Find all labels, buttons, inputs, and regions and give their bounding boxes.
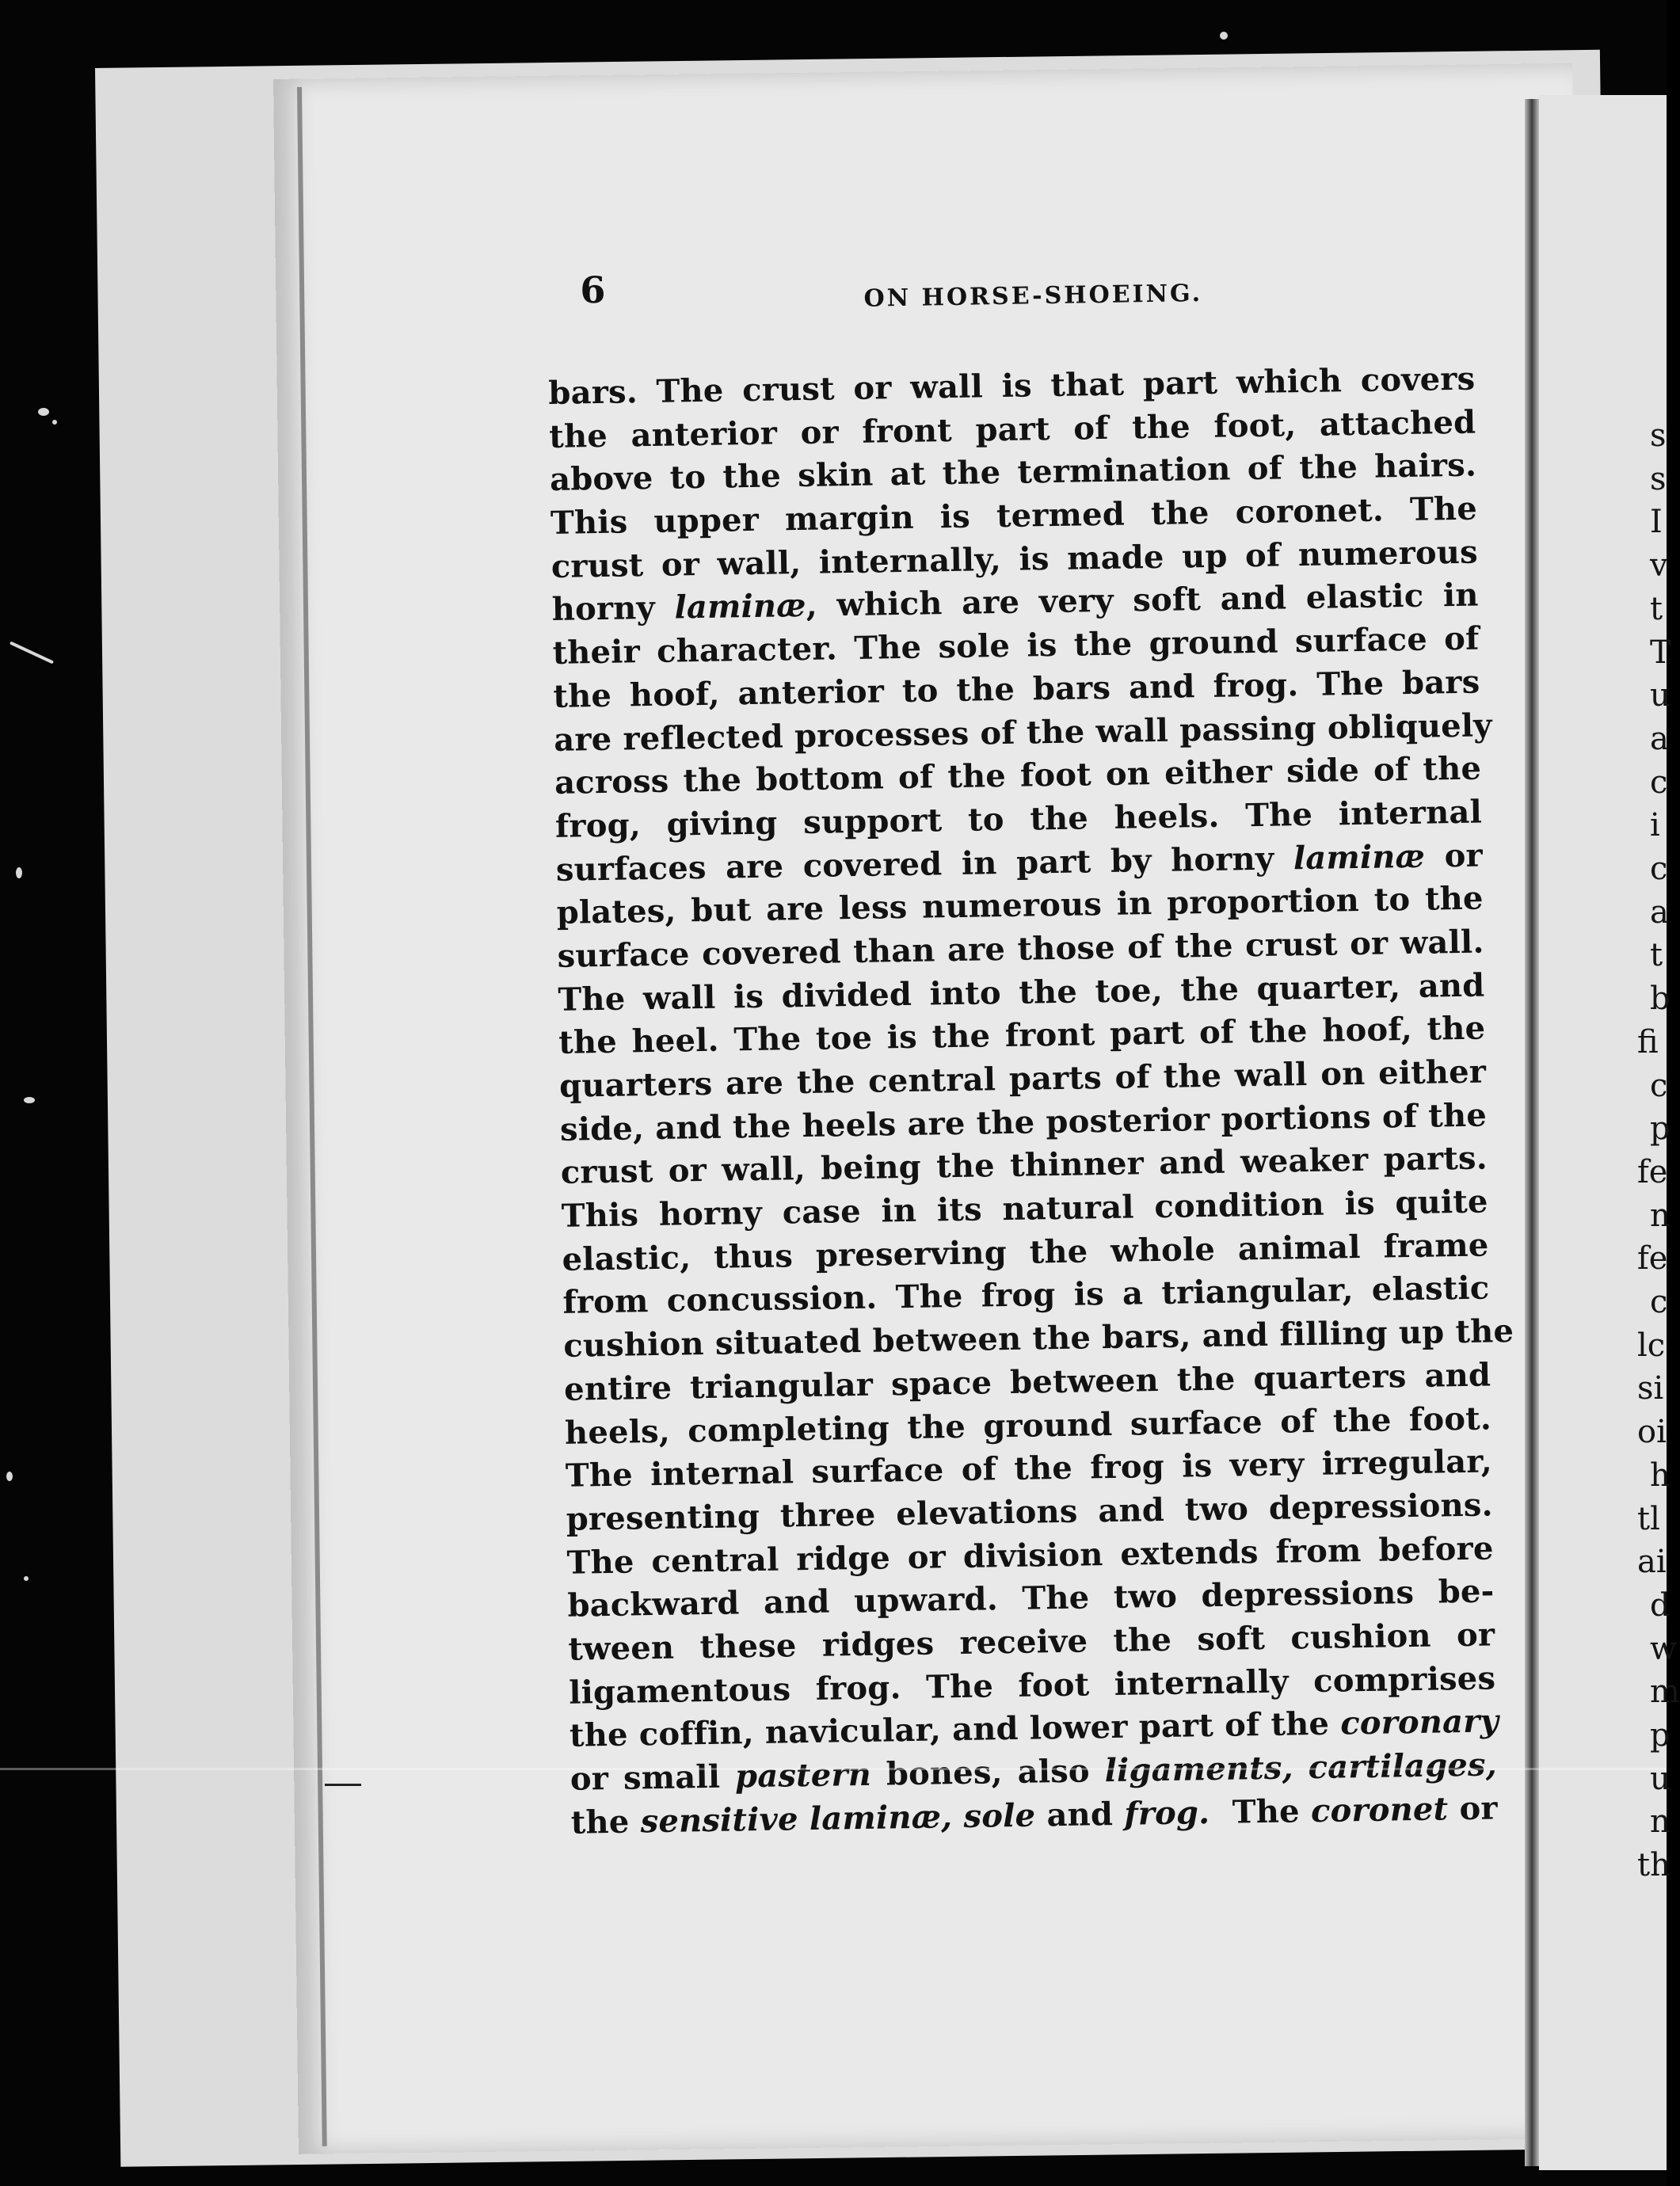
- facing-page-fragment: u: [1650, 1760, 1670, 1797]
- line-text: the coffin, navicular, and lower part of the: [569, 1704, 1341, 1755]
- line-text: cushion situated between the bars, and filling up the: [562, 1312, 1514, 1365]
- line-text: frog, giving support to the heels. The internal: [554, 793, 1483, 845]
- facing-page-fragment: fi: [1637, 1023, 1659, 1061]
- scan-streak: [0, 1768, 1667, 1770]
- italic-term: laminæ: [674, 587, 807, 626]
- line-text: their character. The sole is the ground surface of: [552, 619, 1480, 672]
- facing-page-fragment: i: [1650, 807, 1660, 844]
- line-text: tween these ridges receive the soft cushion or: [567, 1616, 1495, 1668]
- line-text: from concussion. The frog is a triangular, elastic: [562, 1269, 1490, 1322]
- facing-page-edge: [1539, 95, 1680, 2170]
- facing-page-fragment: p: [1650, 1717, 1670, 1754]
- line-text: crust or wall, being the thinner and weaker parts.: [560, 1139, 1488, 1192]
- line-text: The: [1209, 1792, 1312, 1831]
- facing-page-fragment: u: [1650, 677, 1670, 714]
- facing-page-fragment: th: [1637, 1847, 1670, 1884]
- margin-dash-mark: [325, 1784, 361, 1786]
- italic-term: coronary: [1339, 1702, 1499, 1742]
- italic-term: frog.: [1123, 1793, 1210, 1833]
- page-content: [547, 255, 1514, 1845]
- book-gutter: [1525, 99, 1539, 2166]
- line-text: bars. The crust or wall is that part which covers: [548, 360, 1476, 412]
- line-text: bones, also: [870, 1752, 1106, 1793]
- facing-page-fragment: fe: [1637, 1153, 1668, 1190]
- facing-page-fragment: T: [1650, 634, 1671, 671]
- facing-page-fragment: c: [1650, 1067, 1668, 1104]
- line-text: backward and upward. The two depressions be-: [567, 1572, 1495, 1625]
- line-text: elastic, thus preserving the whole animal frame: [562, 1226, 1489, 1278]
- line-text: the: [570, 1803, 642, 1841]
- facing-page-fragment: a: [1650, 720, 1669, 757]
- line-text: surface covered than are those of the crust or wall.: [557, 923, 1484, 975]
- italic-term: sensitive laminæ, sole: [640, 1796, 1036, 1841]
- facing-page-fragment: n: [1650, 1197, 1670, 1234]
- facing-page-fragment: v: [1650, 547, 1668, 585]
- facing-page-fragment: c: [1650, 1284, 1668, 1320]
- line-text: the anterior or front part of the foot, attached: [548, 403, 1476, 455]
- line-text: above to the skin at the termination of the hairs.: [549, 446, 1477, 499]
- italic-term: ligaments, cartilages,: [1104, 1746, 1498, 1790]
- line-text: entire triangular space between the quarters and: [563, 1356, 1491, 1408]
- facing-page-fragment: c: [1650, 764, 1668, 801]
- line-text: the hoof, anterior to the bars and frog. The bars: [553, 663, 1480, 715]
- line-text: side, and the heels are the posterior portions of the: [559, 1096, 1488, 1148]
- line-text: the heel. The toe is the front part of the hoof, the: [558, 1009, 1486, 1062]
- line-text: This horny case in its natural condition is quite: [561, 1182, 1489, 1235]
- facing-page-fragment: t: [1650, 590, 1663, 627]
- facing-page-fragment: I: [1650, 504, 1663, 541]
- facing-page-fragment: oi: [1637, 1414, 1667, 1451]
- line-text: are reflected processes of the wall passing obliquely: [553, 706, 1493, 759]
- line-text: or: [1447, 1789, 1499, 1828]
- facing-page-fragment: w: [1650, 1630, 1678, 1667]
- italic-term: pastern: [734, 1755, 872, 1796]
- facing-page-fragment: n: [1650, 1803, 1670, 1841]
- facing-page-fragment: ai: [1637, 1544, 1667, 1581]
- line-text: or small: [570, 1758, 736, 1798]
- line-text: This upper margin is termed the coronet. The: [550, 489, 1478, 543]
- line-text: quarters are the central parts of the wall on either: [558, 1053, 1487, 1105]
- line-text: ligamentous frog. The foot internally comprises: [568, 1659, 1496, 1712]
- line-text: plates, but are less numerous in proportion to the: [556, 879, 1484, 932]
- facing-page-fragment: m: [1650, 1674, 1680, 1711]
- facing-page-fragment: s: [1650, 417, 1667, 454]
- line-text: and: [1034, 1795, 1125, 1834]
- facing-page-fragment: si: [1637, 1370, 1664, 1407]
- facing-page-fragment: h: [1650, 1457, 1670, 1494]
- facing-page-fragment: tl: [1637, 1500, 1660, 1537]
- facing-page-fragment: d: [1650, 1586, 1670, 1624]
- line-text: horny: [551, 588, 675, 629]
- italic-term: laminæ: [1293, 837, 1426, 877]
- facing-page-fragment: b: [1650, 981, 1670, 1018]
- page-number: 6: [579, 268, 606, 312]
- line-text: heels, completing the ground surface of the foot.: [564, 1399, 1492, 1452]
- facing-page-fragment: a: [1650, 893, 1669, 931]
- facing-page-fragment: c: [1650, 851, 1668, 887]
- line-text: surfaces are covered in part by horny: [555, 839, 1294, 889]
- running-title: ON HORSE-SHOEING.: [863, 280, 1203, 313]
- line-text: crust or wall, internally, is made up of numerous: [550, 533, 1479, 585]
- line-text: presenting three elevations and two depressions.: [566, 1486, 1494, 1538]
- line-text: The central ridge or division extends from before: [566, 1529, 1494, 1582]
- facing-page-fragment: lc: [1637, 1327, 1666, 1364]
- line-text: across the bottom of the foot on either side of the: [554, 749, 1482, 802]
- facing-page-fragment: t: [1650, 937, 1663, 974]
- facing-page-fragment: p: [1650, 1110, 1670, 1148]
- line-text: , which are very soft and elastic in: [806, 577, 1479, 625]
- page-header: [547, 255, 1474, 341]
- body-text: [548, 358, 1514, 1845]
- line-text: The internal surface of the frog is very irregular,: [565, 1442, 1493, 1495]
- facing-page-fragment: s: [1650, 460, 1667, 497]
- italic-term: coronet: [1310, 1790, 1449, 1830]
- line-text: The wall is divided into the toe, the quarter, and: [558, 966, 1485, 1019]
- facing-page-fragment: fe: [1637, 1240, 1668, 1278]
- line-text: or: [1424, 836, 1484, 875]
